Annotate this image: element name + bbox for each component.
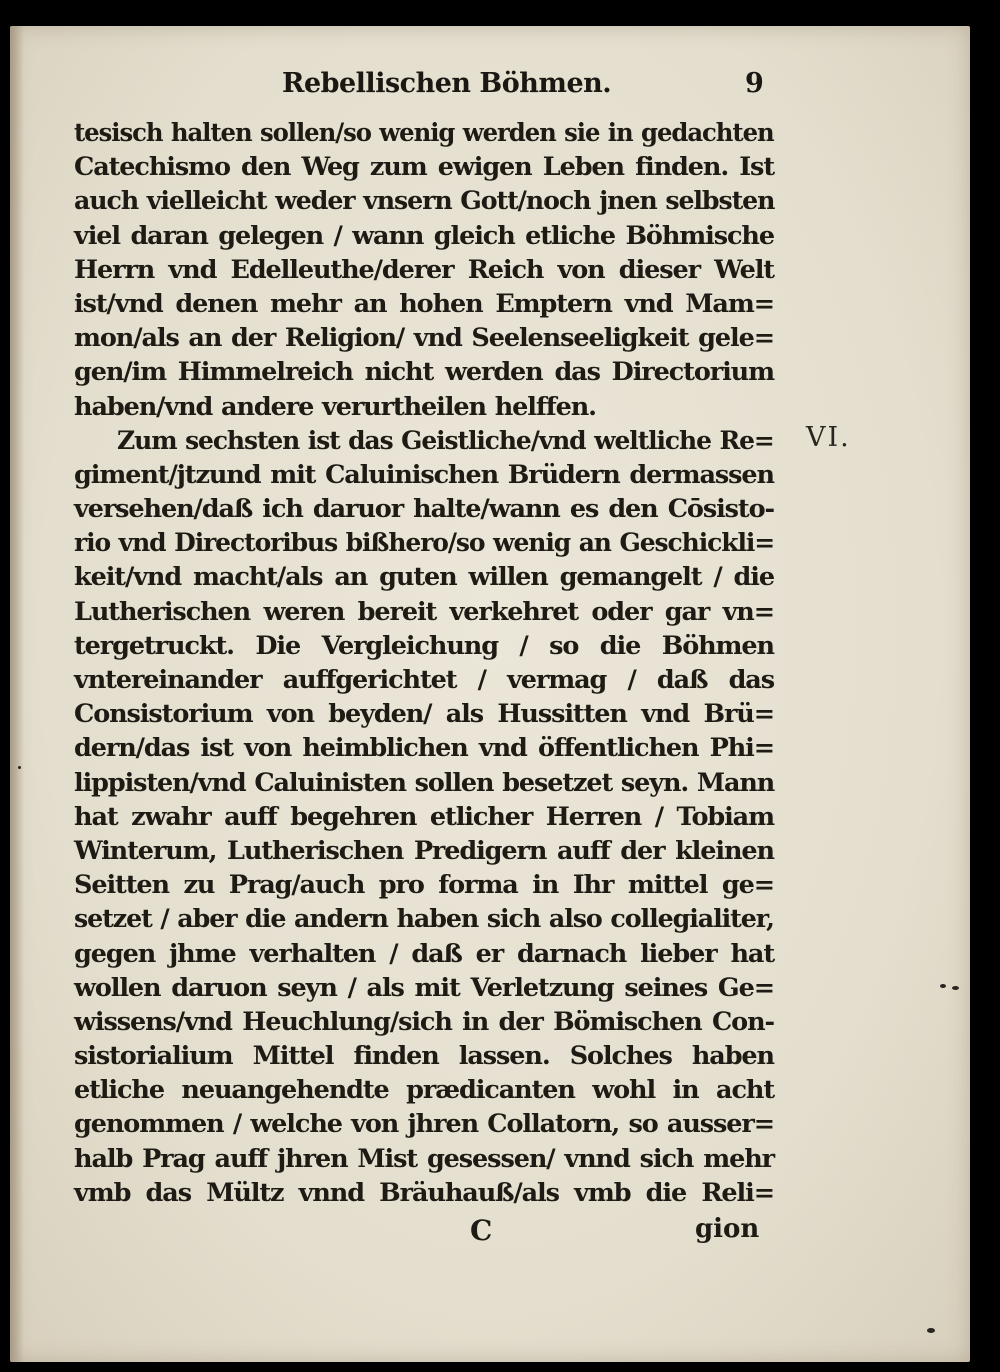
text-line: genommen / welche von jhren Collatorn, so ausser= <box>74 1109 774 1140</box>
text-line: tergetruckt. Die Vergleichung / so die Böhmen <box>74 630 774 661</box>
text-line: etliche neuangehendte prædicanten wohl in acht <box>74 1075 774 1106</box>
running-title: Rebellischen Böhmen. <box>282 68 612 99</box>
ink-speck <box>952 986 959 990</box>
text-line: keit/vnd macht/als an guten willen gemangelt / die <box>74 562 774 593</box>
page-gutter-shadow <box>10 26 24 1362</box>
ink-speck <box>940 984 946 988</box>
text-line: ist/vnd denen mehr an hohen Emptern vnd Mam= <box>74 288 774 319</box>
text-line: auch vielleicht weder vnsern Gott/noch jnen selbsten <box>74 186 775 217</box>
text-line: vmb das Mültz vnnd Bräuhauß/als vmb die Reli= <box>74 1177 774 1208</box>
text-line: rio vnd Directoribus bißhero/so wenig an Geschickli= <box>74 528 775 559</box>
catchword: gion <box>695 1214 760 1244</box>
running-head <box>10 68 970 108</box>
text-line: Lutherischen weren bereit verkehret oder gar vn= <box>74 596 774 627</box>
text-line: Catechismo den Weg zum ewigen Leben finden. Ist <box>74 152 774 183</box>
page-footer <box>10 1214 970 1254</box>
text-line: hat zwahr auff begehren etlicher Herren / Tobiam <box>74 801 774 832</box>
text-line: versehen/daß ich daruor halte/wann es den Cōsisto- <box>74 494 774 525</box>
text-line: Seitten zu Prag/auch pro forma in Ihr mittel ge= <box>74 870 774 901</box>
text-line: Consistorium von beyden/ als Hussitten vnd Brü= <box>74 699 774 730</box>
text-line: wollen daruon seyn / als mit Verletzung seines Ge= <box>74 972 774 1003</box>
text-line: setzet / aber die andern haben sich also collegialiter, <box>74 904 774 935</box>
text-line-paragraph-start: Zum sechsten ist das Geistliche/vnd weltliche Re= <box>117 425 774 456</box>
page-number: 9 <box>745 68 764 99</box>
text-line: lippisten/vnd Caluinisten sollen besetzet seyn. Mann <box>74 767 775 798</box>
text-line: vntereinander auffgerichtet / vermag / daß das <box>74 665 774 695</box>
text-line: haben/vnd andere verurtheilen helffen. <box>74 391 596 422</box>
text-line: Winterum, Lutherischen Predigern auff der kleinen <box>74 835 774 866</box>
text-line: wissens/vnd Heuchlung/sich in der Bömischen Con- <box>74 1006 774 1037</box>
text-line: viel daran gelegen / wann gleich etliche Böhmische <box>74 220 774 251</box>
text-line: gegen jhme verhalten / daß er darnach lieber hat <box>74 938 774 969</box>
text-line: giment/jtzund mit Caluinischen Brüdern dermassen <box>74 459 774 490</box>
text-line: halb Prag auff jhren Mist gesessen/ vnnd sich mehr <box>74 1143 774 1174</box>
text-line: Herrn vnd Edelleuthe/derer Reich von dieser Welt <box>74 254 774 285</box>
text-line: mon/als an der Religion/ vnd Seelenseeligkeit gele= <box>74 323 774 354</box>
body-text <box>74 116 774 1210</box>
text-line: dern/das ist von heimblichen vnd öffentlichen Phi= <box>74 733 774 764</box>
book-page <box>10 26 970 1362</box>
margin-note: VI. <box>806 422 851 453</box>
text-line: gen/im Himmelreich nicht werden das Directorium <box>74 357 774 388</box>
text-line: tesisch halten sollen/so wenig werden sie in gedachten <box>74 118 774 148</box>
ink-speck <box>18 766 21 769</box>
text-line: sistorialium Mittel finden lassen. Solches haben <box>74 1041 774 1072</box>
ink-speck <box>927 1328 935 1333</box>
signature-mark: C <box>470 1214 493 1247</box>
